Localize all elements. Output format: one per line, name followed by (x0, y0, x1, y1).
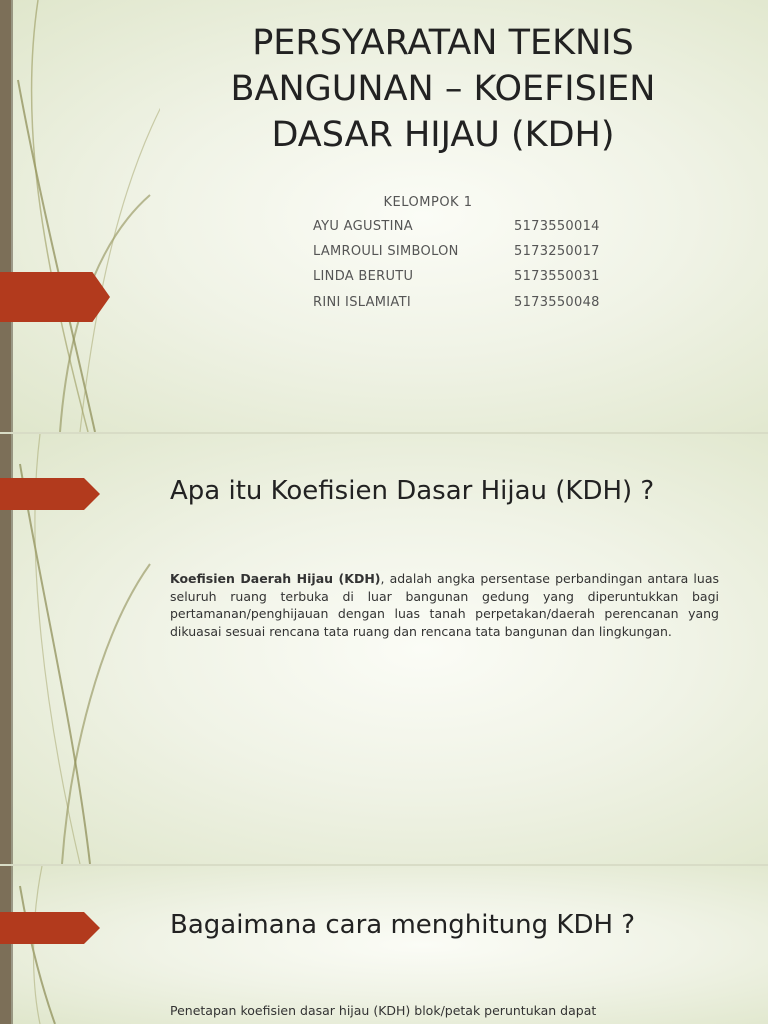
group-label: KELOMPOK 1 (383, 195, 473, 210)
member-row (313, 295, 613, 315)
member-name: LINDA BERUTU (313, 269, 414, 284)
slide-title (0, 0, 768, 432)
body-paragraph: Penetapan koefisien dasar hijau (KDH) blok/petak peruntukan dapat (170, 1003, 597, 1018)
member-row (313, 269, 613, 289)
member-name: AYU AGUSTINA (313, 219, 413, 234)
member-nim: 5173550014 (514, 219, 600, 234)
accent-arrow (0, 478, 100, 510)
vine-decoration (0, 866, 160, 1024)
slide-title-text: PERSYARATAN TEKNIS BANGUNAN – KOEFISIEN DASAR HIJAU (KDH) (230, 23, 656, 155)
member-nim: 5173250017 (514, 244, 600, 259)
definition-paragraph (170, 570, 719, 640)
accent-arrow (0, 912, 100, 944)
slide-definition (0, 434, 768, 864)
member-name: RINI ISLAMIATI (313, 295, 411, 310)
member-nim: 5173550031 (514, 269, 600, 284)
vine-decoration (0, 0, 160, 432)
accent-arrow (0, 272, 110, 322)
member-row (313, 219, 613, 239)
definition-text: , adalah angka persentase perbandingan antara luas seluruh ruang terbuka di luar bangunan gedung yang diperuntukkan bagi pertamanan/penghijauan dengan luas tanah perpetakan/daerah perencanan yang dikuasai sesuai rencana tata ruang dan rencana tata bangunan dan lingkungan. (170, 571, 719, 639)
member-row (313, 244, 613, 264)
section-heading: Apa itu Koefisien Dasar Hijau (KDH) ? (170, 476, 655, 506)
member-nim: 5173550048 (514, 295, 600, 310)
slide-calculation (0, 866, 768, 1024)
defined-term: Koefisien Daerah Hijau (KDH) (170, 571, 381, 586)
member-name: LAMROULI SIMBOLON (313, 244, 459, 259)
section-heading: Bagaimana cara menghitung KDH ? (170, 910, 636, 940)
